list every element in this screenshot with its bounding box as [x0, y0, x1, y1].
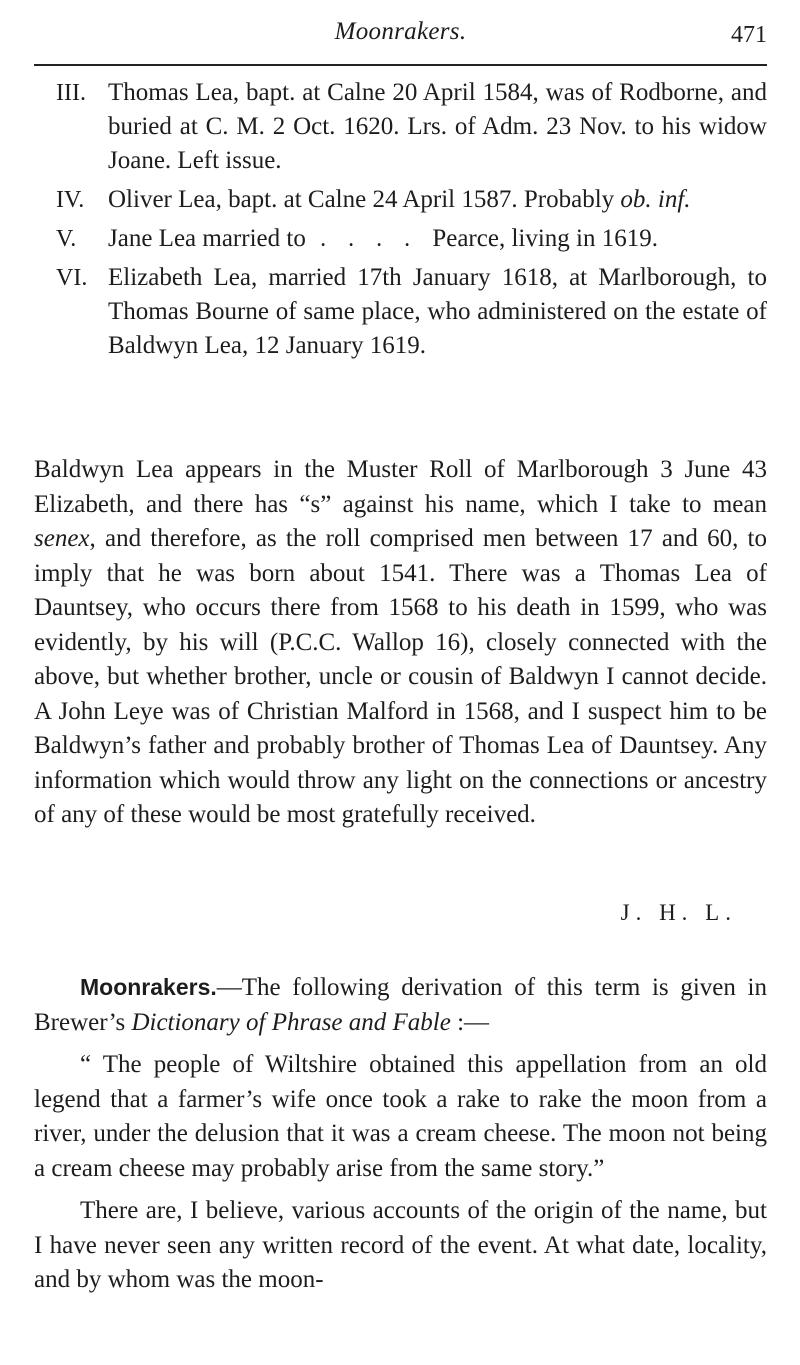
baldwyn-paragraph: [34, 453, 767, 833]
entry-vi: [34, 261, 767, 363]
running-title: Moonrakers.: [334, 18, 467, 45]
signature: J. H. L.: [620, 900, 737, 925]
closing-paragraph: There are, I believe, various accounts of the origin of the name, but I have never seen any written record of the event. At what date, locality, and by whom was the moon-: [34, 1197, 767, 1293]
entry-text: Elizabeth Lea, married 17th January 1618, at Marlborough, to Thomas Bourne of same place, who administered on the estate of Baldwyn Lea, 12 January 1619.: [108, 264, 767, 359]
header-rule: [34, 64, 767, 66]
moonrakers-section: [34, 970, 767, 1298]
paragraph-part-2: , and therefore, as the roll comprised men between 17 and 60, to imply that he was born about 1541. There was a Thomas Lea of Dauntsey, who occurs there from 1568 to his death in 1599, who was evidently, by his will (P.C.C. Wallop 16), closely connected with the above, but whether brother, uncle or cousin of Baldwyn I cannot decide. A John Leye was of Christian Malford in 1568, and I suspect him to be Baldwyn’s father and probably brother of Thomas Lea of Dauntsey. Any information which would throw any light on the connections or ancestry of any of these would be most gratefully received.: [34, 525, 767, 828]
quote-paragraph: “ The people of Wiltshire obtained this appellation from an old legend that a farmer’s wife once took a rake to rake the moon from a river, under the delusion that it was a cream cheese. The moon not being a cream cheese may probably arise from the same story.”: [34, 1051, 767, 1182]
entry-italic-text: ob. inf.: [620, 186, 691, 213]
entry-text-after: Pearce, living in 1619.: [432, 225, 658, 252]
entry-text-before: Jane Lea married to: [108, 225, 306, 252]
entry-numeral: VI.: [56, 265, 88, 291]
entry-iii: [34, 76, 767, 178]
entry-iv: [34, 183, 767, 217]
entry-text: Oliver Lea, bapt. at Calne 24 April 1587. Probably: [108, 186, 615, 213]
entry-v: [34, 222, 767, 256]
intro-text: —The following derivation of this term is given in Brewer’s: [34, 974, 767, 1036]
entry-dots: . . . .: [320, 226, 419, 252]
intro-end: :—: [450, 1008, 490, 1036]
paragraph-text: [34, 453, 767, 833]
page-number: 471: [731, 22, 767, 48]
book-title: Dictionary of Phrase and Fable: [131, 1008, 451, 1036]
senex-word: senex: [34, 525, 90, 552]
entry-numeral: III.: [56, 80, 86, 106]
entry-numeral: V.: [56, 226, 77, 252]
paragraph-part-1: Baldwyn Lea appears in the Muster Roll of Marlborough 3 June 43 Elizabeth, and there has “s” against his name, which I take to mean: [34, 456, 767, 518]
genealogy-entries: [34, 76, 767, 368]
running-header: [34, 14, 767, 54]
moonrakers-intro: [34, 970, 767, 1040]
entry-text: Thomas Lea, bapt. at Calne 20 April 1584, was of Rodborne, and buried at C. M. 2 Oct. 1620. Lrs. of Adm. 23 Nov. to his widow Joane. Left issue.: [108, 79, 767, 174]
section-heading: Moonrakers.: [80, 974, 217, 1000]
entry-numeral: IV.: [56, 187, 85, 213]
